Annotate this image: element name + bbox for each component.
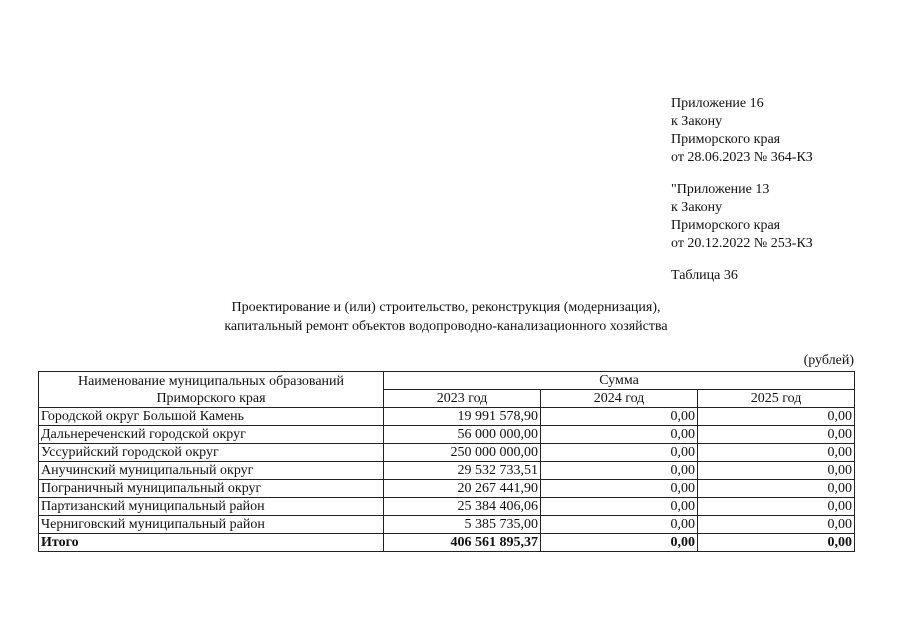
table-header-row [39, 372, 855, 390]
row-value-2025: 0,00 [698, 480, 855, 498]
table-row [39, 516, 855, 534]
total-value-2025: 0,00 [698, 534, 855, 552]
header-municipality [39, 372, 384, 408]
appendix-16-line-1: Приложение 16 [671, 96, 764, 111]
row-value-2025: 0,00 [698, 444, 855, 462]
table-row [39, 480, 855, 498]
appendix-16-header [671, 95, 891, 167]
row-value-2024: 0,00 [541, 480, 698, 498]
table-total-row [39, 534, 855, 552]
row-value-2024: 0,00 [541, 426, 698, 444]
row-value-2023: 25 384 406,06 [384, 498, 541, 516]
header-year-2023: 2023 год [384, 390, 541, 408]
row-value-2023: 29 532 733,51 [384, 462, 541, 480]
table-row [39, 408, 855, 426]
row-value-2023: 20 267 441,90 [384, 480, 541, 498]
total-value-2024: 0,00 [541, 534, 698, 552]
units-label: (рублей) [803, 353, 854, 368]
row-value-2023: 250 000 000,00 [384, 444, 541, 462]
header-year-2024: 2024 год [541, 390, 698, 408]
appendix-16-line-2: к Закону [671, 114, 723, 129]
row-value-2024: 0,00 [541, 498, 698, 516]
row-name: Городской округ Большой Камень [39, 408, 384, 426]
row-value-2023: 19 991 578,90 [384, 408, 541, 426]
row-value-2023: 56 000 000,00 [384, 426, 541, 444]
document-title-line-1: Проектирование и (или) строительство, реконструкция (модернизация), [231, 300, 661, 315]
appendix-13-line-1: "Приложение 13 [671, 182, 770, 197]
row-value-2024: 0,00 [541, 462, 698, 480]
row-value-2025: 0,00 [698, 516, 855, 534]
table-row [39, 444, 855, 462]
row-name: Пограничный муниципальный округ [39, 480, 384, 498]
header-year-2025: 2025 год [698, 390, 855, 408]
row-name: Анучинский муниципальный округ [39, 462, 384, 480]
appendix-16-line-4: от 28.06.2023 № 364-КЗ [671, 150, 813, 165]
row-name: Дальнереченский городской округ [39, 426, 384, 444]
budget-table [38, 371, 855, 552]
row-value-2025: 0,00 [698, 498, 855, 516]
row-value-2025: 0,00 [698, 408, 855, 426]
row-value-2025: 0,00 [698, 462, 855, 480]
header-municipality-line-1: Наименование муниципальных образований [77, 373, 345, 389]
row-value-2023: 5 385 735,00 [384, 516, 541, 534]
row-value-2025: 0,00 [698, 426, 855, 444]
row-value-2024: 0,00 [541, 516, 698, 534]
table-row [39, 462, 855, 480]
row-name: Черниговский муниципальный район [39, 516, 384, 534]
document-title [40, 298, 852, 336]
table-row [39, 426, 855, 444]
table-number: Таблица 36 [671, 268, 738, 283]
total-value-2023: 406 561 895,37 [384, 534, 541, 552]
row-name: Уссурийский городской округ [39, 444, 384, 462]
total-label: Итого [39, 534, 384, 552]
document-title-line-2: капитальный ремонт объектов водопроводно-канализационного хозяйства [224, 319, 668, 334]
header-sum: Сумма [384, 372, 855, 390]
appendix-13-line-2: к Закону [671, 200, 723, 215]
appendix-13-line-4: от 20.12.2022 № 253-КЗ [671, 236, 813, 251]
appendix-13-line-3: Приморского края [671, 218, 781, 233]
table-row [39, 498, 855, 516]
row-value-2024: 0,00 [541, 444, 698, 462]
row-value-2024: 0,00 [541, 408, 698, 426]
appendix-13-header [671, 181, 891, 253]
header-municipality-line-2: Приморского края [156, 390, 266, 406]
row-name: Партизанский муниципальный район [39, 498, 384, 516]
appendix-16-line-3: Приморского края [671, 132, 781, 147]
